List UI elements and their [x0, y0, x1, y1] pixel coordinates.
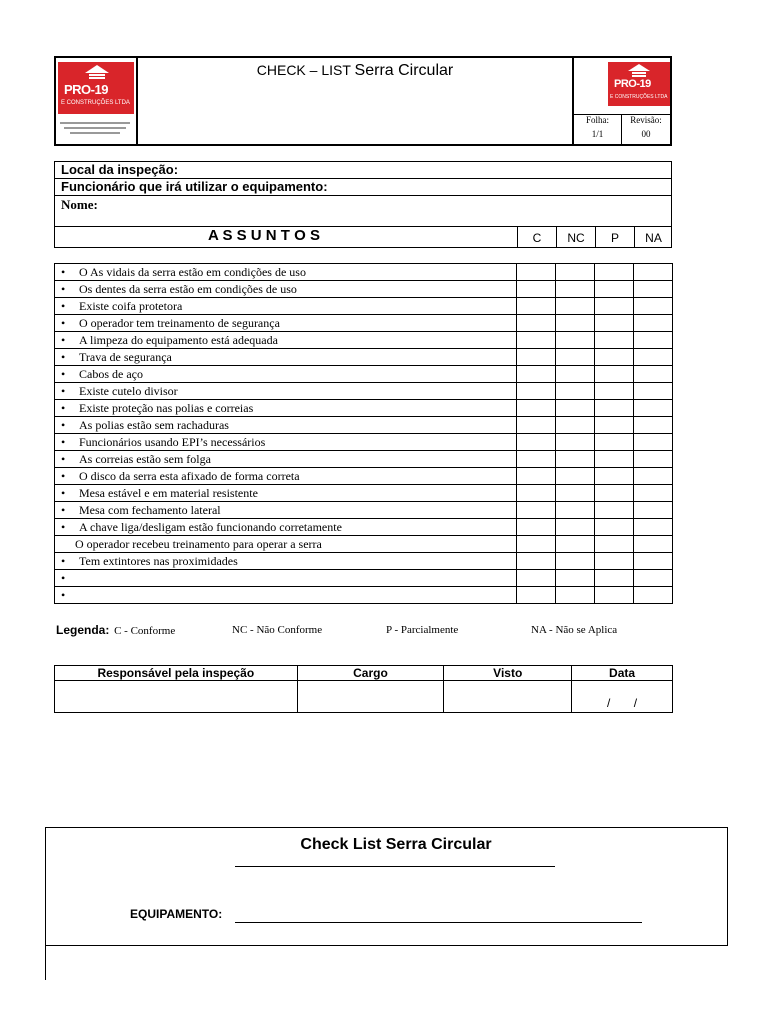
card-edge: [45, 946, 46, 980]
legend: [56, 623, 618, 637]
status-cell-na[interactable]: [634, 264, 673, 281]
col-cargo: Cargo: [297, 666, 444, 681]
col-responsavel: Responsável pela inspeção: [55, 666, 298, 681]
checklist-item: [55, 485, 517, 502]
folha-cell: [574, 114, 622, 144]
status-cell-c[interactable]: [517, 485, 556, 502]
status-cell-p[interactable]: [595, 570, 634, 587]
responsavel-table: [54, 665, 673, 713]
bullet-icon: •: [61, 553, 66, 568]
checklist-item: [55, 536, 517, 553]
status-cell-nc[interactable]: [556, 315, 595, 332]
status-cell-na[interactable]: [634, 519, 673, 536]
checklist-item: [55, 570, 517, 587]
status-cell-na[interactable]: [634, 400, 673, 417]
checklist-item: [55, 349, 517, 366]
status-cell-nc[interactable]: [556, 587, 595, 604]
house-icon: [627, 63, 651, 77]
status-cell-na[interactable]: [634, 587, 673, 604]
revisao-cell: [622, 114, 670, 144]
status-cell-c[interactable]: [517, 434, 556, 451]
bullet-icon: •: [61, 587, 66, 602]
table-row: [55, 315, 673, 332]
equipamento-label: EQUIPAMENTO:: [130, 907, 223, 921]
status-cell-c[interactable]: [517, 298, 556, 315]
col-nc-header: NC: [556, 227, 595, 247]
responsavel-field[interactable]: [55, 681, 298, 713]
logo-company: E CONSTRUÇÕES LTDA: [61, 100, 130, 106]
checklist-item: [55, 366, 517, 383]
status-cell-p[interactable]: [595, 264, 634, 281]
status-cell-c[interactable]: [517, 519, 556, 536]
status-cell-p[interactable]: [595, 349, 634, 366]
status-cell-na[interactable]: [634, 485, 673, 502]
col-na-header: NA: [634, 227, 672, 247]
col-visto: Visto: [444, 666, 572, 681]
legend-nc: NC - Não Conforme: [232, 624, 323, 636]
status-cell-na[interactable]: [634, 502, 673, 519]
table-row: [55, 485, 673, 502]
checklist-item-label: As polias estão sem rachaduras: [79, 417, 229, 432]
checklist-item: [55, 519, 517, 536]
bullet-icon: •: [61, 502, 66, 517]
table-row: [55, 587, 673, 604]
checklist-item: [55, 451, 517, 468]
bullet-icon: •: [61, 264, 66, 279]
divider: [55, 195, 671, 196]
checklist-item-label: Os dentes da serra estão em condições de uso: [79, 281, 297, 296]
bullet-icon: •: [61, 468, 66, 483]
status-cell-nc[interactable]: [556, 485, 595, 502]
status-cell-nc[interactable]: [556, 536, 595, 553]
bullet-icon: •: [61, 417, 66, 432]
status-cell-c[interactable]: [517, 451, 556, 468]
checklist-item-label: Trava de segurança: [79, 349, 172, 364]
status-cell-nc[interactable]: [556, 451, 595, 468]
status-cell-nc[interactable]: [556, 417, 595, 434]
table-row: [55, 519, 673, 536]
status-cell-c[interactable]: [517, 553, 556, 570]
inspection-info: [54, 161, 672, 248]
checklist-item-label: Existe coifa protetora: [79, 298, 183, 313]
checklist-item: [55, 383, 517, 400]
status-cell-p[interactable]: [595, 519, 634, 536]
bullet-icon: •: [61, 570, 66, 585]
checklist-item: [55, 502, 517, 519]
checklist-item: [55, 332, 517, 349]
bullet-icon: •: [61, 519, 66, 534]
status-cell-nc[interactable]: [556, 298, 595, 315]
status-cell-c[interactable]: [517, 570, 556, 587]
checklist-item: [55, 400, 517, 417]
table-row: [55, 349, 673, 366]
status-cell-c[interactable]: [517, 264, 556, 281]
status-cell-p[interactable]: [595, 298, 634, 315]
table-row: [55, 400, 673, 417]
status-cell-nc[interactable]: [556, 349, 595, 366]
status-cell-c[interactable]: [517, 587, 556, 604]
status-cell-nc[interactable]: [556, 434, 595, 451]
bullet-icon: •: [61, 485, 66, 500]
checklist-table: [54, 263, 673, 604]
status-cell-c[interactable]: [517, 332, 556, 349]
status-cell-p[interactable]: [595, 553, 634, 570]
status-cell-c[interactable]: [517, 383, 556, 400]
checklist-item-label: Tem extintores nas proximidades: [79, 553, 238, 568]
status-cell-na[interactable]: [634, 468, 673, 485]
checklist-item: [55, 298, 517, 315]
folha-label: Folha:: [585, 115, 609, 125]
status-cell-nc[interactable]: [556, 553, 595, 570]
checklist-item-label: A chave liga/desligam estão funcionando corretamente: [79, 519, 342, 534]
status-cell-c[interactable]: [517, 417, 556, 434]
checklist-item-label: Mesa com fechamento lateral: [79, 502, 221, 517]
status-cell-p[interactable]: [595, 434, 634, 451]
status-cell-p[interactable]: [595, 536, 634, 553]
revisao-label: Revisão:: [630, 115, 662, 125]
table-row: [55, 417, 673, 434]
checklist-item-label: O operador recebeu treinamento para operar a serra: [75, 536, 322, 551]
status-cell-nc[interactable]: [556, 366, 595, 383]
table-row: [55, 332, 673, 349]
status-cell-na[interactable]: [634, 536, 673, 553]
logo-company-right: E CONSTRUÇÕES LTDA: [610, 94, 668, 100]
bullet-icon: •: [61, 400, 66, 415]
bullet-icon: •: [61, 349, 66, 364]
checklist-item-label: As correias estão sem folga: [79, 451, 211, 466]
checklist-item: [55, 553, 517, 570]
equipment-card: [45, 827, 728, 946]
status-cell-p[interactable]: [595, 315, 634, 332]
checklist-item-label: O As vidais da serra estão em condições de uso: [79, 264, 306, 279]
checklist-item-label: Mesa estável e em material resistente: [79, 485, 258, 500]
checklist-item-label: O operador tem treinamento de segurança: [79, 315, 280, 330]
visto-field[interactable]: [444, 681, 572, 713]
status-cell-p[interactable]: [595, 417, 634, 434]
revisao-value: 00: [641, 129, 651, 139]
status-cell-nc[interactable]: [556, 400, 595, 417]
status-cell-c[interactable]: [517, 366, 556, 383]
table-row: [55, 298, 673, 315]
status-cell-p[interactable]: [595, 485, 634, 502]
bullet-icon: •: [61, 332, 66, 347]
status-columns-header: [517, 227, 671, 247]
status-cell-nc[interactable]: [556, 281, 595, 298]
table-row: [55, 570, 673, 587]
status-cell-c[interactable]: [517, 315, 556, 332]
logo-fine-print: [60, 120, 132, 138]
status-cell-nc[interactable]: [556, 468, 595, 485]
legend-c: C - Conforme: [114, 625, 176, 637]
house-icon: [84, 64, 110, 80]
status-cell-nc[interactable]: [556, 519, 595, 536]
status-cell-nc[interactable]: [556, 502, 595, 519]
status-cell-c[interactable]: [517, 400, 556, 417]
status-cell-na[interactable]: [634, 417, 673, 434]
status-cell-na[interactable]: [634, 434, 673, 451]
status-cell-na[interactable]: [634, 298, 673, 315]
status-cell-na[interactable]: [634, 315, 673, 332]
col-c-header: C: [517, 227, 556, 247]
status-cell-p[interactable]: [595, 383, 634, 400]
title-main: Serra Circular: [354, 62, 454, 79]
checklist-item-label: Funcionários usando EPI’s necessários: [79, 434, 266, 449]
bullet-icon: •: [61, 281, 66, 296]
status-cell-p[interactable]: [595, 502, 634, 519]
checklist-item: [55, 264, 517, 281]
card-title: Check List Serra Circular: [300, 836, 492, 853]
checklist-item-label: Existe cutelo divisor: [79, 383, 178, 398]
header-right-panel: [572, 58, 670, 144]
legend-na: NA - Não se Aplica: [531, 624, 618, 636]
table-row: [55, 468, 673, 485]
legend-label: Legenda:: [56, 623, 110, 637]
status-cell-nc[interactable]: [556, 570, 595, 587]
status-cell-na[interactable]: [634, 366, 673, 383]
checklist-item: [55, 434, 517, 451]
status-cell-na[interactable]: [634, 383, 673, 400]
bullet-icon: •: [61, 451, 66, 466]
table-row: [55, 502, 673, 519]
status-cell-p[interactable]: [595, 400, 634, 417]
data-field[interactable]: / /: [572, 681, 673, 713]
status-cell-na[interactable]: [634, 570, 673, 587]
checklist-item: [55, 468, 517, 485]
company-logo-left: [56, 58, 138, 144]
title-underline: [235, 866, 555, 867]
status-cell-p[interactable]: [595, 281, 634, 298]
bullet-icon: •: [61, 298, 66, 313]
table-row: [55, 553, 673, 570]
status-cell-na[interactable]: [634, 451, 673, 468]
funcionario-label: Funcionário que irá utilizar o equipamento:: [61, 179, 328, 194]
status-cell-p[interactable]: [595, 587, 634, 604]
status-cell-na[interactable]: [634, 281, 673, 298]
col-p-header: P: [595, 227, 634, 247]
status-cell-c[interactable]: [517, 536, 556, 553]
status-cell-p[interactable]: [595, 332, 634, 349]
status-cell-c[interactable]: [517, 468, 556, 485]
folha-value: 1/1: [591, 129, 604, 139]
checklist-item: [55, 417, 517, 434]
equipamento-field[interactable]: [235, 922, 642, 923]
table-row: [55, 434, 673, 451]
local-label: Local da inspeção:: [61, 162, 179, 177]
status-cell-c[interactable]: [517, 281, 556, 298]
bullet-icon: •: [61, 434, 66, 449]
col-data: Data: [572, 666, 673, 681]
table-row: [55, 383, 673, 400]
status-cell-c[interactable]: [517, 502, 556, 519]
bullet-icon: •: [61, 383, 66, 398]
assuntos-heading: A S S U N T O S: [208, 227, 320, 244]
status-cell-na[interactable]: [634, 553, 673, 570]
title-prefix: CHECK – LIST: [256, 62, 355, 78]
logo-brand-right: PRO-19: [614, 78, 651, 90]
checklist-item-label: Cabos de aço: [79, 366, 143, 381]
nome-label: Nome:: [61, 197, 98, 212]
checklist-item-label: Existe proteção nas polias e correias: [79, 400, 254, 415]
status-cell-nc[interactable]: [556, 332, 595, 349]
logo-brand: PRO-19: [64, 82, 108, 97]
status-cell-nc[interactable]: [556, 383, 595, 400]
checklist-item: [55, 281, 517, 298]
document-header: [54, 56, 672, 146]
checklist-item: [55, 315, 517, 332]
bullet-icon: •: [61, 315, 66, 330]
status-cell-nc[interactable]: [556, 264, 595, 281]
table-row: [55, 281, 673, 298]
table-row: [55, 264, 673, 281]
legend-p: P - Parcialmente: [386, 624, 459, 636]
checklist-item-label: A limpeza do equipamento está adequada: [79, 332, 278, 347]
status-cell-p[interactable]: [595, 468, 634, 485]
status-cell-p[interactable]: [595, 451, 634, 468]
bullet-icon: •: [61, 366, 66, 381]
document-title: [140, 62, 570, 80]
cargo-field[interactable]: [297, 681, 444, 713]
checklist-item: [55, 587, 517, 604]
status-cell-na[interactable]: [634, 349, 673, 366]
checklist-item-label: O disco da serra esta afixado de forma correta: [79, 468, 300, 483]
table-row: [55, 536, 673, 553]
table-row: [55, 366, 673, 383]
status-cell-na[interactable]: [634, 332, 673, 349]
status-cell-p[interactable]: [595, 366, 634, 383]
table-row: [55, 451, 673, 468]
status-cell-c[interactable]: [517, 349, 556, 366]
